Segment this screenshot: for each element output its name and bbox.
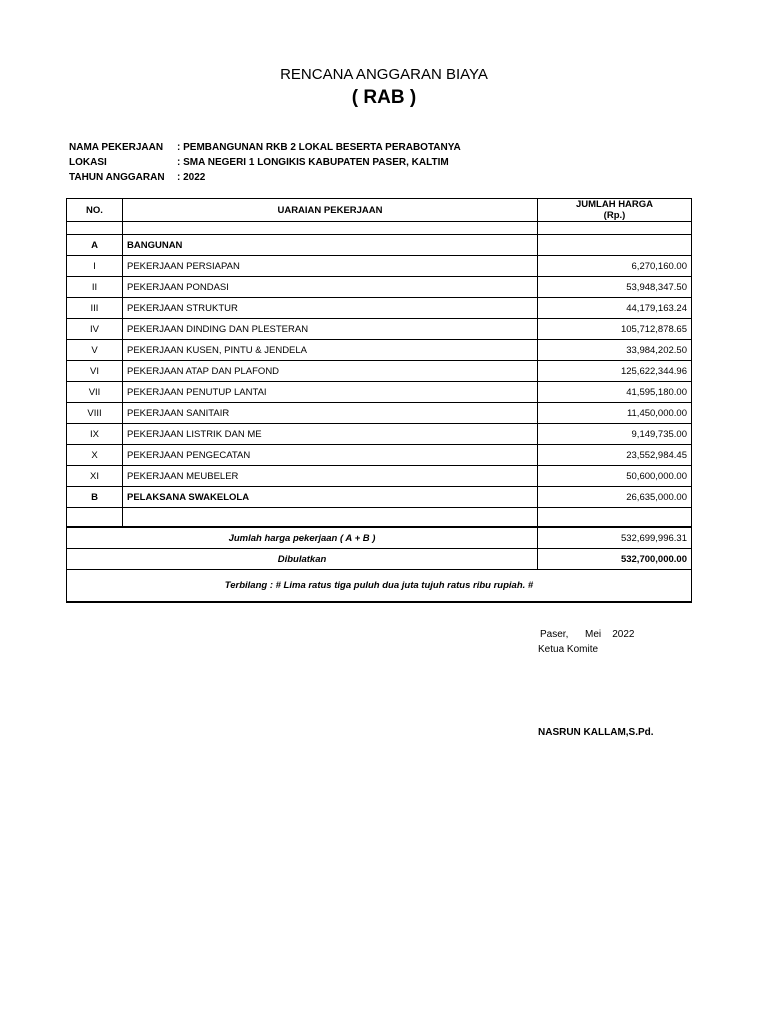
section-a-amount [538,235,692,256]
section-b-row [67,487,692,508]
row-description: PEKERJAAN PENGECATAN [123,445,538,466]
row-description: PEKERJAAN LISTRIK DAN ME [123,424,538,445]
table-row [67,466,692,487]
section-a-no: A [67,235,123,256]
section-b-amount: 26,635,000.00 [538,487,692,508]
spacer-cell [538,508,692,528]
header-no: NO. [67,199,123,222]
spacer-cell [538,222,692,235]
meta-value: : PEMBANGUNAN RKB 2 LOKAL BESERTA PERABOTANYA [177,142,461,153]
row-no: VI [67,361,123,382]
header-jumlah-unit: (Rp.) [603,210,626,221]
row-description: PEKERJAAN PENUTUP LANTAI [123,382,538,403]
row-description: PEKERJAAN DINDING DAN PLESTERAN [123,319,538,340]
row-description: PEKERJAAN STRUKTUR [123,298,538,319]
table-row [67,424,692,445]
rounded-label: Dibulatkan [67,549,538,570]
signature-role: Ketua Komite [538,644,599,655]
table-row [67,277,692,298]
meta-value: : SMA NEGERI 1 LONGIKIS KABUPATEN PASER, KALTIM [177,157,449,168]
rab-table [66,198,692,603]
section-a-label: BANGUNAN [123,235,538,256]
spacer-row [67,222,692,235]
row-amount: 11,450,000.00 [538,403,692,424]
section-b-label: PELAKSANA SWAKELOLA [123,487,538,508]
total-value: 532,699,996.31 [538,527,692,549]
table-row [67,256,692,277]
row-description: PEKERJAAN PONDASI [123,277,538,298]
row-amount: 23,552,984.45 [538,445,692,466]
row-amount: 50,600,000.00 [538,466,692,487]
row-no: III [67,298,123,319]
document-title: RENCANA ANGGARAN BIAYA [280,66,488,83]
row-no: V [67,340,123,361]
spacer-row [67,508,692,528]
spacer-cell [67,222,123,235]
row-description: PEKERJAAN ATAP DAN PLAFOND [123,361,538,382]
table-row [67,403,692,424]
meta-value: : 2022 [177,172,206,183]
row-amount: 53,948,347.50 [538,277,692,298]
meta-label: TAHUN ANGGARAN [69,172,165,183]
row-no: IV [67,319,123,340]
terbilang-text: Terbilang : # Lima ratus tiga puluh dua juta tujuh ratus ribu rupiah. # [67,570,692,603]
section-a-row [67,235,692,256]
spacer-cell [67,508,123,528]
total-label: Jumlah harga pekerjaan ( A + B ) [67,527,538,549]
terbilang-row [67,570,692,603]
row-no: II [67,277,123,298]
table-row [67,382,692,403]
spacer-cell [123,222,538,235]
row-no: I [67,256,123,277]
row-amount: 9,149,735.00 [538,424,692,445]
header-jumlah [538,199,692,222]
signature-place-date: Paser, Mei 2022 [540,629,635,640]
total-row [67,527,692,549]
row-amount: 125,622,344.96 [538,361,692,382]
meta-label: LOKASI [69,157,107,168]
row-amount: 6,270,160.00 [538,256,692,277]
header-uraian: UARAIAN PEKERJAAN [123,199,538,222]
meta-label: NAMA PEKERJAAN [69,142,164,153]
row-no: X [67,445,123,466]
spacer-cell [123,508,538,528]
row-description: PEKERJAAN PERSIAPAN [123,256,538,277]
row-description: PEKERJAAN SANITAIR [123,403,538,424]
row-no: IX [67,424,123,445]
row-amount: 33,984,202.50 [538,340,692,361]
section-b-no: B [67,487,123,508]
table-row [67,361,692,382]
row-amount: 105,712,878.65 [538,319,692,340]
table-row [67,319,692,340]
row-amount: 41,595,180.00 [538,382,692,403]
signature-name: NASRUN KALLAM,S.Pd. [538,727,654,738]
row-description: PEKERJAAN KUSEN, PINTU & JENDELA [123,340,538,361]
rounded-row [67,549,692,570]
table-row [67,340,692,361]
row-amount: 44,179,163.24 [538,298,692,319]
table-row [67,445,692,466]
row-no: VIII [67,403,123,424]
row-description: PEKERJAAN MEUBELER [123,466,538,487]
table-row [67,298,692,319]
table-header-row [67,199,692,222]
document-subtitle: ( RAB ) [351,87,417,108]
row-no: XI [67,466,123,487]
rounded-value: 532,700,000.00 [538,549,692,570]
row-no: VII [67,382,123,403]
header-jumlah-label: JUMLAH HARGA [575,199,654,210]
